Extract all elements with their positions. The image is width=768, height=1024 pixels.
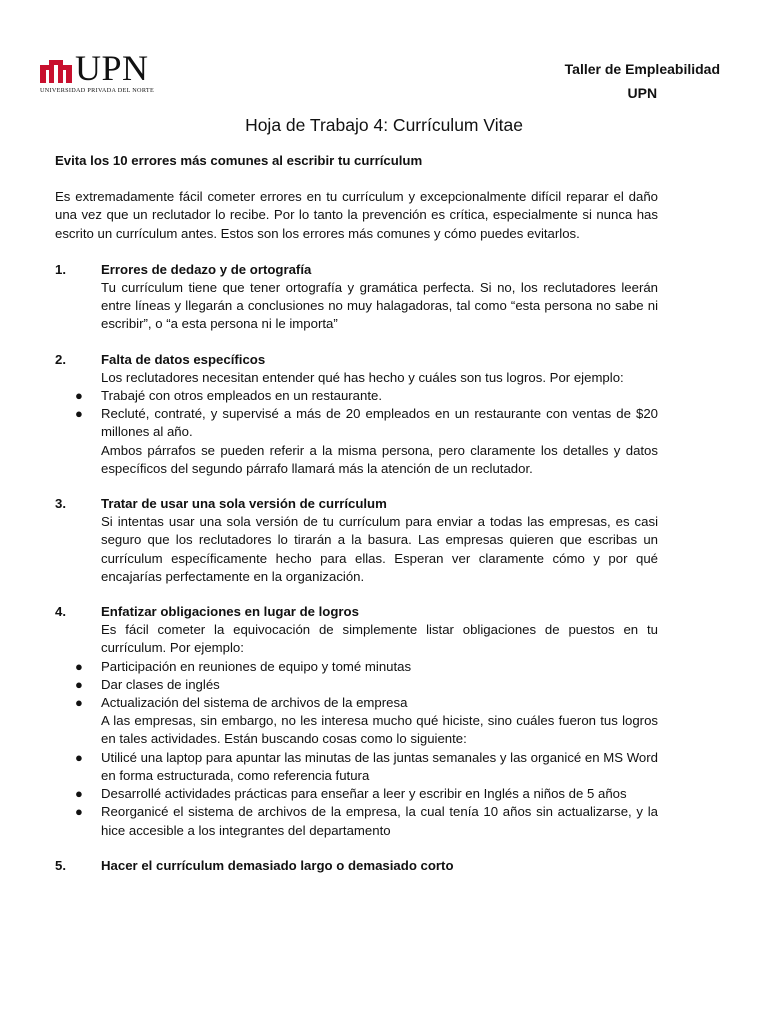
list-item [55, 351, 658, 478]
bullet-item: ● Desarrollé actividades prácticas para enseñar a leer y escribir en Inglés a niños de 5 años [55, 785, 658, 803]
item-title: Hacer el currículum demasiado largo o demasiado corto [101, 857, 454, 873]
item-number: 2. [55, 351, 66, 367]
bullet-icon: ● [75, 695, 83, 711]
item-followup-text: Ambos párrafos se pueden referir a la misma persona, pero claramente los detalles y datos específicos del segundo párrafo llamará más la atención de un reclutador. [101, 442, 658, 476]
bullet-item: ● Dar clases de inglés [55, 676, 658, 694]
bullet-list [55, 749, 658, 840]
item-title: Errores de dedazo y de ortografía [101, 261, 312, 277]
list-item [55, 857, 658, 875]
course-name: Taller de Empleabilidad [564, 61, 720, 77]
item-number: 1. [55, 261, 66, 277]
item-title: Enfatizar obligaciones en lugar de logros [101, 604, 359, 620]
bullet-icon: ● [75, 406, 83, 422]
bullet-item: ● Reorganicé el sistema de archivos de la empresa, la cual tenía 10 años sin actualizarse, y la hice accesible a los integrantes del departamento [75, 804, 658, 838]
list-item [55, 261, 658, 334]
intro-paragraph: Es extremadamente fácil cometer errores en tu currículum y excepcionalmente difícil reparar el daño una vez que un reclutador lo recibe. Por lo tanto la prevención es crítica, especialmente si nunca has escrito un currículum antes. Estos son los errores más comunes y cómo puedes evitarlos. [55, 189, 658, 241]
item-followup-text: A las empresas, sin embargo, no les interesa mucho qué hiciste, sino cuáles fueron tus logros en tales actividades. Están buscando cosas como lo siguiente: [101, 713, 658, 747]
document-title: Hoja de Trabajo 4: Currículum Vitae [245, 115, 523, 135]
item-number: 5. [55, 857, 66, 873]
item-text: Los reclutadores necesitan entender qué has hecho y cuáles son tus logros. Por ejemplo: [101, 369, 624, 385]
logo-text: UPN [75, 48, 149, 88]
item-text: Tu currículum tiene que tener ortografía y gramática perfecta. Si no, los reclutadores leerán entre líneas y llegarán a conclusiones no muy halagadoras, tal como “esta persona no sabe ni escribir”, o “a esta persona ni le importa” [101, 280, 658, 332]
bullet-icon: ● [75, 749, 83, 765]
header-course-info [565, 57, 720, 105]
item-title: Falta de datos específicos [101, 351, 266, 367]
item-number: 3. [55, 496, 66, 512]
item-text: Es fácil cometer la equivocación de simplemente listar obligaciones de puestos en tu currículum. Por ejemplo: [101, 622, 658, 656]
bullet-icon: ● [75, 676, 83, 692]
bullet-icon: ● [75, 804, 83, 820]
bullet-icon: ● [75, 786, 83, 802]
bullet-item: ● Recluté, contraté, y supervisé a más de 20 empleados en un restaurante con ventas de $20 millones al año. [75, 406, 658, 440]
item-number: 4. [55, 604, 66, 620]
bullet-item: ● Utilicé una laptop para apuntar las minutas de las juntas semanales y las organicé en MS Word en forma estructurada, como referencia futura [75, 749, 658, 783]
bullet-list [55, 387, 658, 442]
item-title: Tratar de usar una sola versión de currículum [101, 496, 387, 512]
item-text: Si intentas usar una sola versión de tu currículum para enviar a todas las empresas, es casi seguro que los reclutadores lo tirarán a la basura. Las empresas quieren que escribas un currículum específicamente hecho para ellas. Esperan ver claramente cómo y por qué encajarías perfectamente en la organización. [101, 514, 658, 584]
bullet-icon: ● [75, 388, 83, 404]
upn-logo [40, 48, 168, 96]
list-item [55, 495, 658, 586]
bullet-icon: ● [75, 658, 83, 674]
document-subtitle: Evita los 10 errores más comunes al escribir tu currículum [55, 153, 423, 168]
list-item [55, 603, 658, 840]
document-body [55, 152, 658, 892]
bullet-item: ● Actualización del sistema de archivos de la empresa [55, 694, 658, 712]
upn-emblem-icon [40, 57, 72, 83]
bullet-list [55, 658, 658, 713]
institution-name: UPN [627, 85, 658, 101]
logo-subtitle: UNIVERSIDAD PRIVADA DEL NORTE [40, 87, 155, 94]
bullet-item: ● Trabajé con otros empleados en un restaurante. [55, 387, 658, 405]
bullet-item: ● Participación en reuniones de equipo y tomé minutas [55, 658, 658, 676]
